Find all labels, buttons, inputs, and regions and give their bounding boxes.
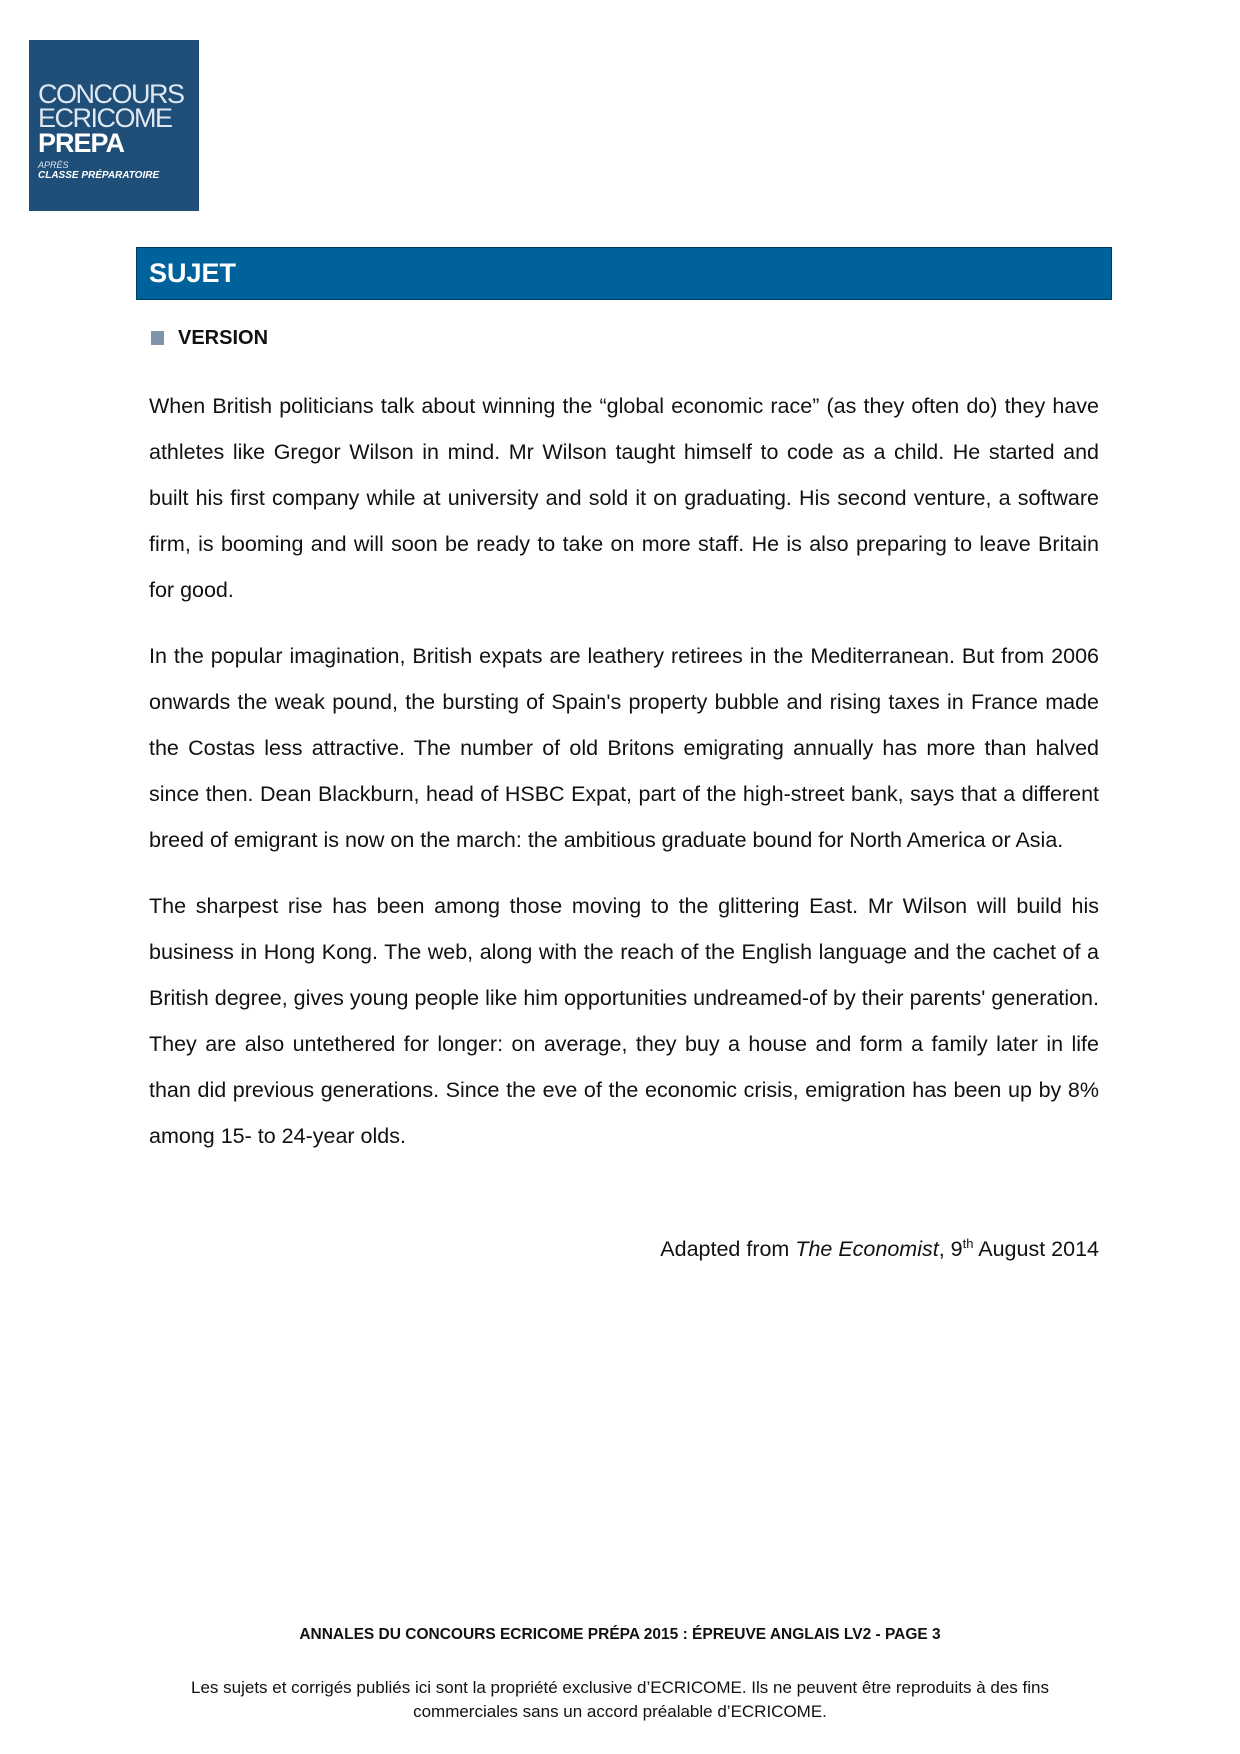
logo-line-prepa: PREPA <box>38 128 125 158</box>
paragraph: In the popular imagination, British expats are leathery retirees in the Mediterranean. But from 2006 onwards the weak pound, the bursting of Spain's property bubble and rising taxes in France made the Costas less attractive. The number of old Britons emigrating annually has more than halved since then. Dean Blackburn, head of HSBC Expat, part of the high-street bank, says that a different breed of emigrant is now on the march: the ambitious graduate bound for North America or Asia. <box>149 644 1099 852</box>
section-banner <box>136 247 1112 300</box>
source-citation <box>660 1226 1099 1272</box>
logo-line-classe-preparatoire: CLASSE PRÉPARATOIRE <box>38 170 160 181</box>
source-date-rest: August 2014 <box>973 1237 1099 1261</box>
logo-line-ecricome: ECRICOME <box>38 103 172 133</box>
logo-line-concours: CONCOURS <box>38 79 184 109</box>
footer-copyright-note: Les sujets et corrigés publiés ici sont la propriété exclusive d’ECRICOME. Ils ne peuvent être reproduits à des fins commerciales sans un accord préalable d’ECRICOME. <box>191 1678 1049 1721</box>
logo-line-apres: APRÈS <box>38 160 69 170</box>
square-bullet-icon <box>151 331 164 345</box>
section-heading-label: VERSION <box>178 327 269 349</box>
source-ordinal: th <box>962 1235 974 1251</box>
section-heading <box>151 324 268 352</box>
passage-text <box>149 383 1099 1179</box>
source-day: , 9 <box>938 1237 963 1261</box>
paragraph: The sharpest rise has been among those moving to the glittering East. Mr Wilson will build his business in Hong Kong. The web, along with the reach of the English language and the cachet of a British degree, gives young people like him opportunities undreamed-of by their parents' generation. They are also untethered for longer: on average, they buy a house and form a family later in life than did previous generations. Since the eve of the economic crisis, emigration has been up by 8% among 15- to 24-year olds. <box>149 894 1099 1148</box>
banner-title: SUJET <box>149 258 237 288</box>
source-prefix: Adapted from <box>660 1237 796 1261</box>
ecricome-logo <box>29 40 199 211</box>
source-publication: The Economist <box>795 1237 939 1261</box>
footer-title: ANNALES DU CONCOURS ECRICOME PRÉPA 2015 : ÉPREUVE ANGLAIS LV2 - PAGE 3 <box>299 1626 941 1643</box>
paragraph: When British politicians talk about winning the “global economic race” (as they often do) they have athletes like Gregor Wilson in mind. Mr Wilson taught himself to code as a child. He started and built his first company while at university and sold it on graduating. His second venture, a software firm, is booming and will soon be ready to take on more staff. He is also preparing to leave Britain for good. <box>149 394 1099 602</box>
